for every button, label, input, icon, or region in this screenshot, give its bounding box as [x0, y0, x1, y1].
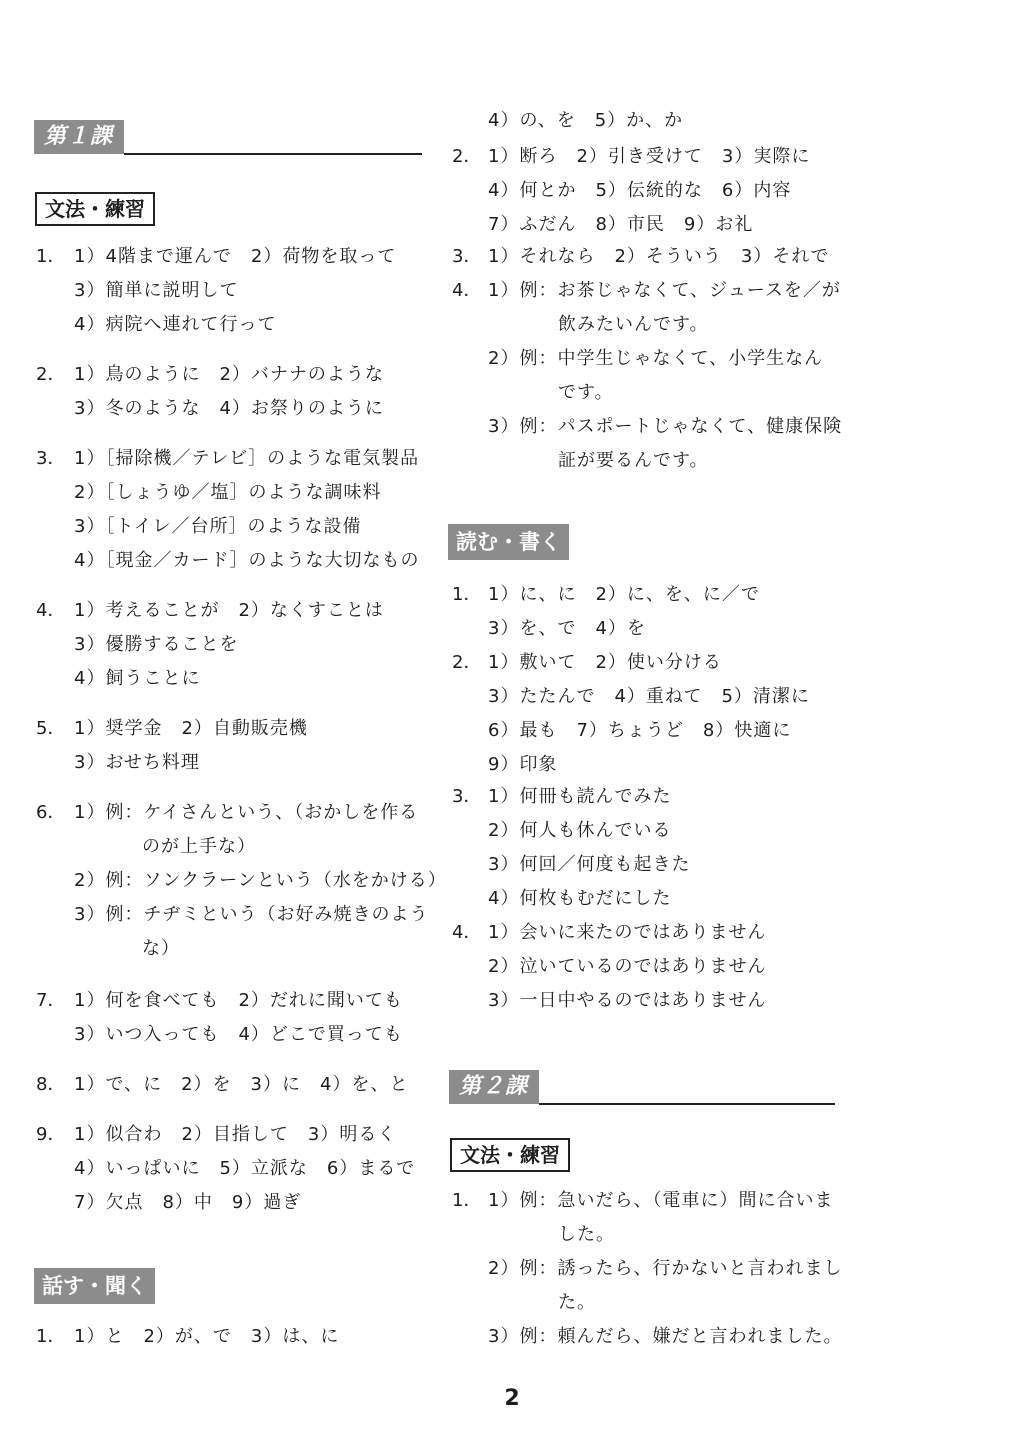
- answer-line: 2）例：ソンクラーンという（水をかける）: [74, 870, 447, 891]
- item-number: 7．: [36, 990, 66, 1011]
- answer-line: 7）ふだん 8）市民 9）お礼: [488, 214, 754, 235]
- answer-line: 1）［掃除機／テレビ］のような電気製品: [74, 448, 420, 469]
- item-number: 6．: [36, 802, 66, 823]
- item-number: 5．: [36, 718, 66, 739]
- lesson-1-title: 第１課: [34, 120, 124, 154]
- item-number: 4．: [452, 280, 482, 301]
- talk-listen-header: 話す・聞く: [34, 1268, 155, 1304]
- answer-line: 3）例：チヂミという（お好み焼きのよう: [74, 904, 429, 925]
- lesson-1-header: [34, 120, 422, 154]
- item-number: 3．: [452, 786, 482, 807]
- item-number: 8．: [36, 1074, 66, 1095]
- read-write-header: 読む・書く: [448, 524, 569, 560]
- item-number: 3．: [36, 448, 66, 469]
- item-number: 1．: [452, 584, 482, 605]
- answer-line: 2）例：誘ったら、行かないと言われまし: [488, 1258, 843, 1279]
- answer-line: 4）病院へ連れて行って: [74, 314, 277, 335]
- lesson-2-header: [449, 1070, 837, 1104]
- lesson-1-rule: [124, 153, 422, 155]
- answer-line: 3）たたんで 4）重ねて 5）清潔に: [488, 686, 810, 707]
- answer-line: 3）優勝することを: [74, 634, 239, 655]
- answer-line: 1）会いに来たのではありません: [488, 922, 767, 943]
- answer-line: 1）例：ケイさんという、（おかしを作る: [74, 802, 419, 823]
- left-grammar-header: 文法・練習: [35, 192, 155, 226]
- answer-line: 4）いっぱいに 5）立派な 6）まるで: [74, 1158, 416, 1179]
- answer-line: 1）4階まで運んで 2）荷物を取って: [74, 246, 397, 267]
- answer-line: 1）それなら 2）そういう 3）それで: [488, 246, 830, 267]
- answer-line: 1）何冊も読んでみた: [488, 786, 672, 807]
- answer-line: た。: [558, 1292, 596, 1313]
- answer-line: 1）奨学金 2）自動販売機: [74, 718, 308, 739]
- answer-line: 3）おせち料理: [74, 752, 200, 773]
- answer-line: 1）に、に 2）に、を、に／で: [488, 584, 760, 605]
- item-number: 2．: [36, 364, 66, 385]
- item-number: 1．: [36, 1326, 66, 1347]
- answer-line: 1）似合わ 2）目指して 3）明るく: [74, 1124, 397, 1145]
- answer-line: 6）最も 7）ちょうど 8）快適に: [488, 720, 792, 741]
- answer-line: 3）例：パスポートじゃなくて、健康保険: [488, 416, 843, 437]
- answer-line: 9）印象: [488, 754, 558, 775]
- right-grammar-header: 文法・練習: [450, 1138, 570, 1172]
- answer-line: 4）の、を 5）か、か: [488, 110, 684, 131]
- answer-line: 証が要るんです。: [558, 450, 709, 471]
- answer-line: 2）泣いているのではありません: [488, 956, 767, 977]
- answer-line: 1）鳥のように 2）バナナのような: [74, 364, 384, 385]
- answer-line: 飲みたいんです。: [558, 314, 709, 335]
- answer-line: 1）敷いて 2）使い分ける: [488, 652, 722, 673]
- answer-line: 2）何人も休んでいる: [488, 820, 672, 841]
- answer-line: な）: [142, 938, 180, 959]
- answer-line: 3）冬のような 4）お祭りのように: [74, 398, 384, 419]
- item-number: 2．: [452, 146, 482, 167]
- item-number: 4．: [452, 922, 482, 943]
- answer-line: 3）を、で 4）を: [488, 618, 646, 639]
- answer-line: 1）で、に 2）を 3）に 4）を、と: [74, 1074, 409, 1095]
- item-number: 2．: [452, 652, 482, 673]
- answer-line: 4）何枚もむだにした: [488, 888, 672, 909]
- page-number: 2: [504, 1386, 520, 1411]
- answer-line: 4）何とか 5）伝統的な 6）内容: [488, 180, 792, 201]
- lesson-2-title: 第２課: [449, 1070, 539, 1104]
- answer-line: のが上手な）: [142, 836, 256, 857]
- answer-line: 7）欠点 8）中 9）過ぎ: [74, 1192, 302, 1213]
- item-number: 1．: [36, 246, 66, 267]
- answer-line: 1）と 2）が、で 3）は、に: [74, 1326, 340, 1347]
- answer-line: 1）断ろ 2）引き受けて 3）実際に: [488, 146, 811, 167]
- item-number: 4．: [36, 600, 66, 621]
- answer-line: 4）飼うことに: [74, 668, 201, 689]
- answer-line: 2）例：中学生じゃなくて、小学生なん: [488, 348, 824, 369]
- answer-line: 2）［しょうゆ／塩］のような調味料: [74, 482, 382, 503]
- answer-line: 3）何回／何度も起きた: [488, 854, 691, 875]
- answer-line: 4）［現金／カード］のような大切なもの: [74, 550, 420, 571]
- answer-line: 3）例：頼んだら、嫌だと言われました。: [488, 1326, 843, 1347]
- answer-line: 3）簡単に説明して: [74, 280, 239, 301]
- answer-line: した。: [558, 1224, 615, 1245]
- answer-line: 1）考えることが 2）なくすことは: [74, 600, 384, 621]
- item-number: 1．: [452, 1190, 482, 1211]
- item-number: 9．: [36, 1124, 66, 1145]
- answer-line: 3）［トイレ／台所］のような設備: [74, 516, 362, 537]
- answer-line: 1）例：急いだら、（電車に）間に合いま: [488, 1190, 834, 1211]
- answer-line: 1）何を食べても 2）だれに聞いても: [74, 990, 403, 1011]
- lesson-2-rule: [539, 1103, 835, 1105]
- answer-line: です。: [558, 382, 614, 403]
- answer-line: 3）いつ入っても 4）どこで買っても: [74, 1024, 403, 1045]
- answer-line: 1）例：お茶じゃなくて、ジュースを／が: [488, 280, 841, 301]
- answer-line: 3）一日中やるのではありません: [488, 990, 767, 1011]
- item-number: 3．: [452, 246, 482, 267]
